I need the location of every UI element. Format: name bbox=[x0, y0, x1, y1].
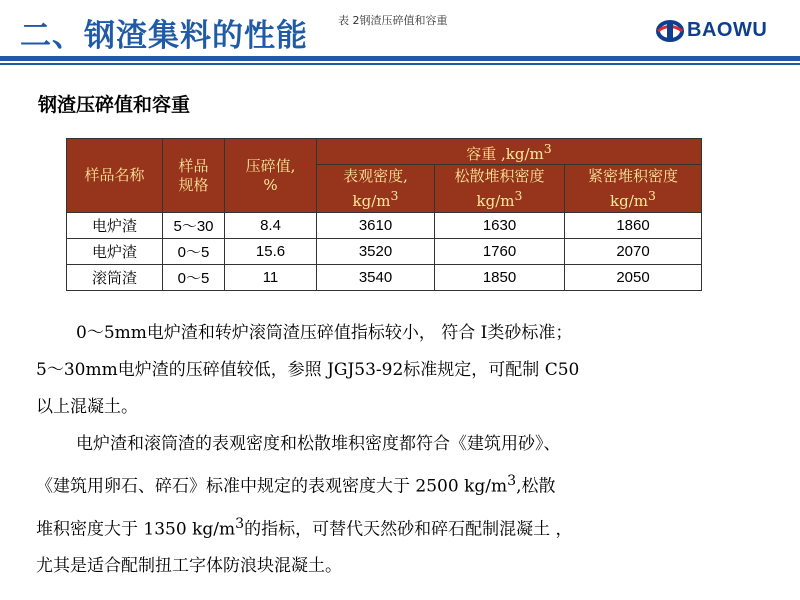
paragraph-line: 以上混凝土。 bbox=[36, 397, 138, 417]
cell-loose: 1760 bbox=[435, 239, 565, 265]
header-divider bbox=[0, 56, 800, 61]
header-compact-density: 紧密堆积密度 $kg/m^3$ bbox=[565, 165, 702, 213]
cell-crush: 8.4 bbox=[225, 213, 317, 239]
cell-name: 电炉渣 bbox=[67, 213, 163, 239]
cell-compact: 2050 bbox=[565, 265, 702, 291]
paragraph-crush-value bbox=[36, 315, 776, 426]
slide-title: 二、钢渣集料的性能 bbox=[20, 18, 308, 54]
header-loose-density: 松散堆积密度 $kg/m^3$ bbox=[435, 165, 565, 213]
cell-compact: 2070 bbox=[565, 239, 702, 265]
header-crush-value: 压碎值, % bbox=[225, 139, 317, 213]
header-bulk-density: 容重 $,kg/m^3$ bbox=[317, 139, 702, 165]
header-spec: 样品 规格 bbox=[163, 139, 225, 213]
header-divider-thin bbox=[0, 63, 800, 65]
header-apparent-density: 表观密度, $kg/m^3$ bbox=[317, 165, 435, 213]
cell-compact: 1860 bbox=[565, 213, 702, 239]
baowu-logo-icon bbox=[656, 20, 684, 42]
cell-name: 滚筒渣 bbox=[67, 265, 163, 291]
cell-crush: 11 bbox=[225, 265, 317, 291]
cell-loose: 1630 bbox=[435, 213, 565, 239]
logo-text: BAOWU bbox=[687, 19, 768, 41]
cell-crush: 15.6 bbox=[225, 239, 317, 265]
cell-spec: 0～5 bbox=[163, 265, 225, 291]
table-row bbox=[67, 213, 702, 239]
cell-apparent: 3610 bbox=[317, 213, 435, 239]
table-caption: 表 2钢渣压碎值和容重 bbox=[338, 14, 448, 27]
paragraph-line: 电炉渣和滚筒渣的表观密度和松散堆积密度都符合《建筑用砂》、 bbox=[76, 434, 561, 454]
table-row bbox=[67, 239, 702, 265]
header-sample-name: 样品名称 bbox=[67, 139, 163, 213]
table-row bbox=[67, 265, 702, 291]
cell-spec: 0～5 bbox=[163, 239, 225, 265]
cell-apparent: 3540 bbox=[317, 265, 435, 291]
data-table bbox=[66, 138, 702, 291]
paragraph-line: 尤其是适合配制扭工字体防浪块混凝土。 bbox=[36, 556, 342, 577]
paragraph-line: 《建筑用卵石、碎石》标准中规定的表观密度大于 2500 $kg/m^3$,松散 bbox=[36, 473, 556, 497]
cell-name: 电炉渣 bbox=[67, 239, 163, 265]
logo bbox=[656, 19, 767, 42]
paragraph-line: 5～30mm电炉渣的压碎值较低，参照 JGJ53-92标准规定，可配制 C50 bbox=[36, 360, 580, 380]
paragraph-line: 0～5mm电炉渣和转炉滚筒渣压碎值指标较小， 符合 I类砂标准； bbox=[76, 323, 573, 343]
paragraph-line: 堆积密度大于 1350 $kg/m^3$的指标，可替代天然砂和碎石配制混凝土 ， bbox=[36, 515, 573, 540]
section-heading: 钢渣压碎值和容重 bbox=[38, 94, 191, 116]
cell-spec: 5～30 bbox=[163, 213, 225, 239]
cell-loose: 1850 bbox=[435, 265, 565, 291]
cell-apparent: 3520 bbox=[317, 239, 435, 265]
paragraph-density bbox=[36, 426, 776, 585]
